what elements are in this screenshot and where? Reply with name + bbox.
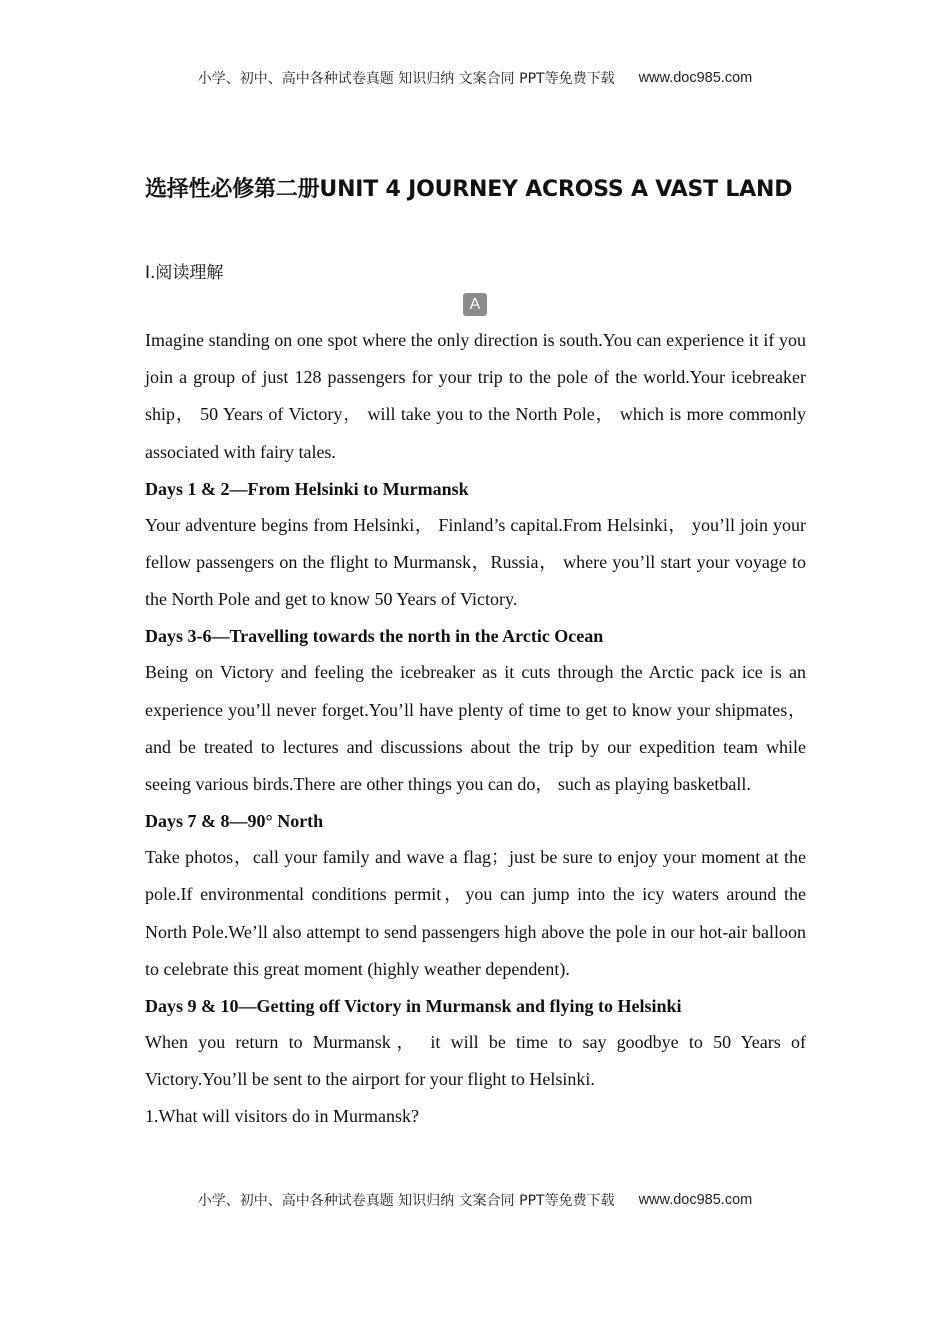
passage-body — [145, 322, 806, 1134]
page-header — [0, 68, 950, 88]
day-paragraph-4: When you return to Murmansk， it will be time to say goodbye to 50 Years of Victory.You’ll be sent to the airport for your flight to Helsinki. — [145, 1032, 806, 1090]
intro-paragraph: Imagine standing on one spot where the only direction is south.You can experience it if you join a group of just 128 passengers for your trip to the pole of the world.Your icebreaker ship， 50 Years of Victory， will take you to the North Pole， which is more commonly associated with fairy tales. — [145, 330, 806, 462]
question-1: 1.What will visitors do in Murmansk? — [145, 1106, 419, 1127]
day-heading-3: Days 7 & 8—90° North — [145, 811, 324, 832]
day-paragraph-2: Being on Victory and feeling the icebreaker as it cuts through the Arctic pack ice is an experience you’ll never forget.You’ll have plenty of time to get to know your shipmates，and be treated to lectures and discussions about the trip by our expedition team while seeing various birds.There are other things you can do， such as playing basketball. — [145, 662, 806, 795]
footer-text: 小学、初中、高中各种试卷真题 知识归纳 文案合同 PPT等免费下载 — [197, 1193, 615, 1209]
footer-url[interactable]: www.doc985.com — [638, 1192, 753, 1208]
day-heading-4: Days 9 & 10—Getting off Victory in Murmansk and flying to Helsinki — [145, 996, 682, 1017]
day-heading-2: Days 3-6—Travelling towards the north in the Arctic Ocean — [145, 626, 604, 647]
day-paragraph-1: Your adventure begins from Helsinki， Finland’s capital.From Helsinki， you’ll join your fellow passengers on the flight to Murmansk，Russia， where you’ll start your voyage to the North Pole and get to know 50 Years of Victory. — [145, 514, 806, 610]
page-footer — [0, 1190, 950, 1210]
header-text: 小学、初中、高中各种试卷真题 知识归纳 文案合同 PPT等免费下载 — [197, 71, 615, 87]
section-heading: Ⅰ.阅读理解 — [145, 263, 224, 283]
document-title: 选择性必修第二册UNIT 4 JOURNEY ACROSS A VAST LAND — [145, 177, 793, 202]
day-heading-1: Days 1 & 2—From Helsinki to Murmansk — [145, 478, 469, 499]
day-paragraph-3: Take photos，call your family and wave a flag；just be sure to enjoy your moment at the pole.If environmental conditions permit，you can jump into the icy waters around the North Pole.We’ll also attempt to send passengers high above the pole in our hot-air balloon to celebrate this great moment (highly weather dependent). — [145, 847, 806, 979]
header-url[interactable]: www.doc985.com — [638, 70, 753, 86]
passage-label-badge: A — [463, 293, 487, 316]
